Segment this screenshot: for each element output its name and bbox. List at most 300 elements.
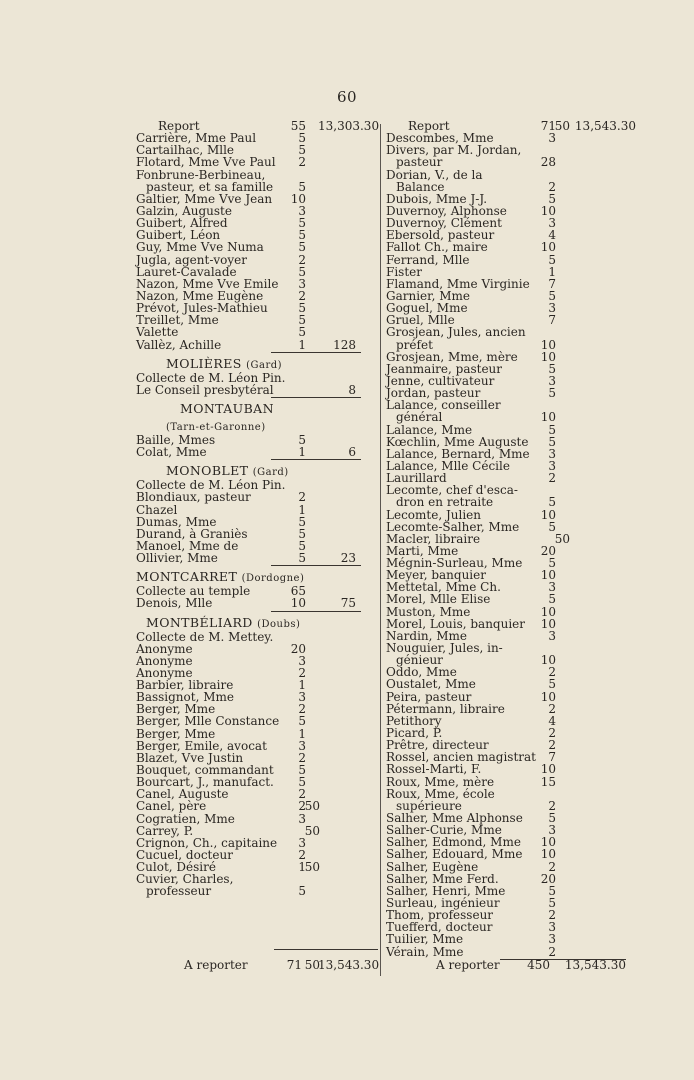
donor-name: Salher, Mme Ferd. — [386, 871, 499, 886]
amount-francs: 7 — [548, 750, 556, 765]
donor-row — [136, 326, 378, 338]
amount-francs: 5 — [298, 240, 306, 255]
donor-name: Lecomte, Julien — [386, 507, 481, 522]
donor-row — [386, 848, 636, 860]
donor-name: Dorian, V., de la — [386, 167, 483, 182]
amount-francs: 10 — [540, 616, 556, 631]
donor-name: Mégnin-Surleau, Mme — [386, 556, 523, 571]
donor-name: dron en retraite — [396, 495, 494, 510]
donor-name: Thom, professeur — [386, 908, 494, 923]
donor-row — [136, 631, 378, 643]
amount-francs: 2 — [298, 848, 306, 863]
amount-francs: 4 — [548, 713, 556, 728]
donor-name: Lecomte-Salher, Mme — [386, 519, 520, 534]
donor-row — [386, 254, 636, 266]
donor-name: Salher, Edmond, Mme — [386, 835, 521, 850]
amount-francs: 3 — [548, 458, 556, 473]
column-divider — [380, 124, 381, 976]
amount-francs: 10 — [540, 349, 556, 364]
donor-name: Lalance, Mlle Cécile — [386, 458, 510, 473]
amount-francs: 5 — [298, 514, 306, 529]
donor-name: Jeanmaire, pasteur — [386, 361, 503, 376]
amount-francs: 7 — [548, 313, 556, 328]
donor-row — [386, 339, 636, 351]
amount-francs: 5 — [548, 592, 556, 607]
donor-name: Roux, Mme, école — [386, 786, 495, 801]
donor-name: Salher, Edouard, Mme — [386, 847, 523, 862]
donor-row — [386, 861, 636, 873]
amount-francs: 3 — [298, 738, 306, 753]
donor-name: Report — [158, 119, 200, 133]
donor-name: supérieure — [396, 798, 462, 813]
amount-francs: 28 — [540, 155, 556, 170]
amount-francs: 3 — [298, 811, 306, 826]
amount-francs: 55 — [290, 119, 306, 133]
donor-name: Carrière, Mme Paul — [136, 131, 257, 146]
amount-francs: 1 — [298, 726, 306, 741]
amount-francs: 5 — [548, 677, 556, 692]
amount-francs: 2 — [548, 859, 556, 874]
donor-row — [136, 885, 378, 897]
amount-francs: 2 — [298, 490, 306, 505]
section-heading-region: (Tarn-et-Garonne) — [166, 421, 266, 433]
donor-name: Muston, Mme — [386, 604, 471, 619]
footer-label-right: A reporter — [436, 958, 500, 972]
donor-name: Gruel, Mlle — [386, 313, 455, 328]
donor-name: professeur — [146, 884, 212, 899]
donor-name: Jordan, pasteur — [386, 386, 481, 401]
donor-name: Vérain, Mme — [386, 944, 464, 959]
donor-name: Oddo, Mme — [386, 665, 457, 680]
amount-francs: 10 — [540, 835, 556, 850]
amount-francs: 5 — [548, 252, 556, 267]
amount-francs: 3 — [548, 373, 556, 388]
amount-francs: 5 — [298, 131, 306, 146]
donor-name: Cogratien, Mme — [136, 811, 235, 826]
donor-name: Ferrand, Mlle — [386, 252, 470, 267]
section-heading-region: (Gard) — [252, 467, 289, 479]
donor-name: Morel, Louis, banquier — [386, 616, 526, 631]
donor-name: Petithory — [386, 713, 442, 728]
amount-francs: 2 — [548, 471, 556, 486]
donor-name: Blazet, Vve Justin — [136, 750, 244, 765]
donor-name: Grosjean, Jules, ancien — [386, 325, 526, 340]
donor-name: Lecomte, chef d'esca- — [386, 483, 518, 498]
amount-centimes: 50 — [554, 119, 570, 133]
section-heading — [136, 355, 378, 372]
donor-name: Ebersold, pasteur — [386, 228, 495, 243]
amount-francs: 10 — [540, 203, 556, 218]
donor-row — [386, 691, 636, 703]
amount-francs: 3 — [548, 932, 556, 947]
amount-francs: 71 — [540, 119, 556, 133]
amount-francs: 3 — [548, 823, 556, 838]
amount-francs: 20 — [290, 641, 306, 656]
donor-row — [386, 496, 636, 508]
donor-name: Anonyme — [136, 641, 193, 656]
section-heading — [136, 462, 378, 479]
donor-row — [136, 241, 378, 253]
amount-francs: 2 — [298, 750, 306, 765]
amount-francs: 10 — [540, 604, 556, 619]
donor-name: Prêtre, directeur — [386, 738, 489, 753]
amount-centimes: 50 — [304, 823, 320, 838]
donor-row — [386, 509, 636, 521]
donor-row — [386, 424, 636, 436]
donor-name: Nardin, Mme — [386, 628, 468, 643]
donor-row — [386, 933, 636, 945]
donor-name: Colat, Mme — [136, 445, 207, 460]
donor-name: Guy, Mme Vve Numa — [136, 240, 264, 255]
amount-centimes: 50 — [304, 860, 320, 875]
donor-name: Fister — [386, 264, 422, 279]
donor-name: Report — [408, 119, 450, 133]
rule-line — [271, 565, 361, 566]
amount-francs: 5 — [298, 325, 306, 340]
donor-name: Rossel, ancien magistrat — [386, 750, 536, 765]
amount-francs: 10 — [290, 596, 306, 611]
amount-francs: 10 — [540, 337, 556, 352]
donor-name: Collecte au temple — [136, 584, 251, 599]
section-heading-region: (Gard) — [246, 359, 283, 371]
donor-row — [136, 597, 378, 609]
donor-name: Nazon, Mme Vve Emile — [136, 276, 279, 291]
section-heading-title: MONOBLET — [166, 463, 249, 479]
donor-row — [136, 446, 378, 458]
donor-row — [386, 266, 636, 278]
donor-row — [136, 169, 378, 181]
amount-francs: 10 — [540, 653, 556, 668]
section-heading-region: (Dordogne) — [241, 573, 305, 585]
amount-francs: 5 — [298, 884, 306, 899]
amount-francs: 5 — [548, 556, 556, 571]
footer-left-total: 13,543.30 — [318, 958, 380, 972]
amount-francs: 2 — [548, 726, 556, 741]
amount-francs: 2 — [548, 701, 556, 716]
footer-left-centimes: 50 — [304, 958, 320, 972]
amount-francs: 5 — [298, 301, 306, 316]
donor-name: Berger, Emile, avocat — [136, 738, 267, 753]
section-total: 6 — [348, 445, 356, 460]
donor-name: Canel, père — [136, 799, 207, 814]
donor-name: Berger, Mme — [136, 726, 216, 741]
donor-row — [136, 813, 378, 825]
amount-francs: 2 — [298, 252, 306, 267]
amount-francs: 5 — [298, 526, 306, 541]
donor-name: Garnier, Mme — [386, 288, 470, 303]
donor-name: Collecte de M. Léon Pin. — [136, 370, 286, 385]
section-total: 8 — [348, 382, 356, 397]
donor-row — [136, 491, 378, 503]
amount-francs: 2 — [548, 908, 556, 923]
donor-row — [386, 593, 636, 605]
donor-name: pasteur — [396, 155, 443, 170]
amount-francs: 3 — [548, 131, 556, 146]
amount-francs: 10 — [540, 847, 556, 862]
donor-row — [386, 678, 636, 690]
amount-francs: 5 — [548, 191, 556, 206]
donor-name: Morel, Mlle Elise — [386, 592, 491, 607]
amount-francs: 2 — [548, 944, 556, 959]
donor-name: préfet — [396, 337, 433, 352]
rule-line — [271, 459, 361, 460]
amount-francs: 5 — [548, 361, 556, 376]
amount-francs: 3 — [548, 628, 556, 643]
amount-francs: 15 — [540, 774, 556, 789]
amount-francs: 2 — [298, 665, 306, 680]
donor-name: Jugla, agent-voyer — [136, 252, 248, 267]
amount-francs: 5 — [548, 288, 556, 303]
amount-francs: 20 — [540, 543, 556, 558]
donor-row — [386, 521, 636, 533]
donor-name: Denois, Mlle — [136, 596, 213, 611]
donor-row — [136, 372, 378, 384]
amount-francs: 5 — [298, 775, 306, 790]
donor-name: Goguel, Mme — [386, 301, 468, 316]
donor-row — [136, 643, 378, 655]
amount-francs: 3 — [548, 920, 556, 935]
donor-name: Cartailhac, Mlle — [136, 143, 235, 158]
donor-name: Anonyme — [136, 653, 193, 668]
amount-francs: 5 — [298, 551, 306, 566]
amount-francs: 5 — [548, 434, 556, 449]
donor-name: général — [396, 410, 443, 425]
amount-francs: 1 — [298, 337, 306, 352]
running-total: 13,303.30 — [318, 119, 380, 133]
amount-francs: 3 — [548, 580, 556, 595]
donor-name: Lalance, Mme — [386, 422, 473, 437]
donor-name: Divers, par M. Jordan, — [386, 143, 522, 158]
donor-name: Duvernoy, Alphonse — [386, 203, 507, 218]
donor-name: Salher, Eugène — [386, 859, 479, 874]
amount-francs: 5 — [298, 763, 306, 778]
donor-name: Cucuel, docteur — [136, 848, 233, 863]
amount-francs: 3 — [298, 835, 306, 850]
amount-francs: 10 — [290, 191, 306, 206]
donor-name: Fallot Ch., maire — [386, 240, 488, 255]
amount-francs: 3 — [548, 301, 556, 316]
donor-name: Le Conseil presbytéral — [136, 382, 274, 397]
section-total: 128 — [333, 337, 356, 352]
donor-row — [386, 776, 636, 788]
donor-name: Marti, Mme — [386, 543, 459, 558]
amount-francs: 10 — [540, 507, 556, 522]
section-heading — [136, 568, 378, 585]
section-heading-title: MONTCARRET — [136, 569, 238, 585]
donor-name: Roux, Mme, mère — [386, 774, 495, 789]
amount-francs: 10 — [540, 240, 556, 255]
donor-name: Salher, Mme Alphonse — [386, 811, 523, 826]
donor-name: Crignon, Ch., capitaine — [136, 835, 278, 850]
donor-name: Prévot, Jules-Mathieu — [136, 301, 268, 316]
section-heading-region: (Doubs) — [257, 618, 301, 630]
donor-row — [386, 326, 636, 338]
donor-name: Blondiaux, pasteur — [136, 490, 251, 505]
amount-francs: 1 — [298, 860, 306, 875]
donor-name: Collecte de M. Mettey. — [136, 629, 274, 644]
donor-row — [136, 800, 378, 812]
donor-name: Cuvier, Charles, — [136, 872, 234, 887]
donor-name: Nouguier, Jules, in- — [386, 641, 503, 656]
donor-name: Anonyme — [136, 665, 193, 680]
amount-francs: 2 — [298, 702, 306, 717]
donor-name: Lalance, Bernard, Mme — [386, 446, 530, 461]
donor-row — [386, 241, 636, 253]
donor-name: Lalance, conseiller — [386, 398, 501, 413]
amount-francs: 3 — [298, 276, 306, 291]
donor-row — [386, 763, 636, 775]
donor-row — [386, 351, 636, 363]
donor-row — [386, 606, 636, 618]
donor-name: Canel, Auguste — [136, 787, 229, 802]
amount-francs: 5 — [298, 228, 306, 243]
donor-row — [136, 715, 378, 727]
donor-row — [136, 254, 378, 266]
donor-row — [136, 728, 378, 740]
amount-francs: 2 — [298, 787, 306, 802]
amount-francs: 2 — [298, 288, 306, 303]
amount-francs: 1 — [298, 445, 306, 460]
donor-name: Pétermann, libraire — [386, 701, 505, 716]
donor-row — [386, 169, 636, 181]
donor-name: Nazon, Mme Eugène — [136, 288, 264, 303]
section-heading — [136, 417, 378, 434]
amount-francs: 5 — [548, 896, 556, 910]
amount-francs: 1 — [548, 264, 556, 279]
donor-name: Descombes, Mme — [386, 131, 494, 146]
amount-francs: 3 — [298, 203, 306, 218]
footer-right-total: 13,543.30 — [564, 958, 626, 972]
donor-name: Guibert, Alfred — [136, 216, 228, 231]
amount-francs: 3 — [548, 216, 556, 231]
donor-name: Baille, Mmes — [136, 432, 216, 447]
donor-name: Manoel, Mme de — [136, 538, 239, 553]
amount-francs: 7 — [548, 276, 556, 291]
donor-name: pasteur, et sa famille — [146, 179, 274, 194]
donor-name: Barbier, libraire — [136, 678, 234, 693]
page-number: 60 — [336, 88, 358, 106]
donor-row — [136, 552, 378, 564]
donor-row — [386, 411, 636, 423]
amount-francs: 5 — [298, 216, 306, 231]
section-total: 23 — [340, 551, 356, 566]
donor-name: Mettetal, Mme Ch. — [386, 580, 501, 595]
donor-name: Rossel-Marti, F. — [386, 762, 482, 777]
amount-francs: 2 — [298, 155, 306, 170]
amount-francs: 5 — [548, 495, 556, 510]
amount-centimes: 50 — [554, 531, 570, 546]
donor-row — [386, 946, 636, 958]
amount-francs: 5 — [548, 811, 556, 826]
right-column — [386, 120, 636, 958]
donor-name: Culot, Désiré — [136, 860, 216, 875]
amount-centimes: 50 — [304, 799, 320, 814]
amount-francs: 5 — [298, 179, 306, 194]
donor-row — [386, 436, 636, 448]
amount-francs: 5 — [548, 883, 556, 898]
donor-name: génieur — [396, 653, 443, 668]
amount-francs: 3 — [548, 446, 556, 461]
amount-francs: 3 — [298, 690, 306, 705]
running-total: 13,543.30 — [574, 119, 636, 133]
amount-francs: 20 — [540, 871, 556, 886]
amount-francs: 5 — [298, 714, 306, 729]
left-column — [136, 120, 378, 898]
rule-line — [271, 352, 361, 353]
donor-name: Ollivier, Mme — [136, 551, 218, 566]
donor-name: Laurillard — [386, 471, 447, 486]
section-heading — [136, 400, 378, 417]
donor-row — [136, 266, 378, 278]
amount-francs: 5 — [298, 432, 306, 447]
donor-name: Bassignot, Mme — [136, 690, 234, 705]
donor-name: Valette — [136, 325, 179, 340]
donor-row — [136, 516, 378, 528]
donor-name: Kœchlin, Mme Auguste — [386, 434, 529, 449]
amount-francs: 5 — [298, 264, 306, 279]
donor-name: Dubois, Mme J-J. — [386, 191, 488, 206]
donor-name: Fonbrune-Berbineau, — [136, 167, 266, 182]
amount-francs: 5 — [298, 313, 306, 328]
donor-name: Chazel — [136, 502, 178, 517]
amount-francs: 5 — [298, 538, 306, 553]
footer-right-francs: 450 — [527, 958, 550, 972]
donor-row — [386, 156, 636, 168]
amount-francs: 10 — [540, 410, 556, 425]
donor-name: Dumas, Mme — [136, 514, 217, 529]
donor-name: Picard, P. — [386, 726, 443, 741]
amount-francs: 10 — [540, 762, 556, 777]
amount-francs: 10 — [540, 689, 556, 704]
donor-name: Flotard, Mme Vve Paul — [136, 155, 276, 170]
section-heading-title: MONTBÉLIARD — [146, 614, 253, 630]
donor-name: Duvernoy, Clément — [386, 216, 502, 231]
donor-name: Oustalet, Mme — [386, 677, 476, 692]
donor-name: Collecte de M. Léon Pin. — [136, 478, 286, 493]
amount-francs: 2 — [548, 798, 556, 813]
donor-name: Grosjean, Mme, mère — [386, 349, 518, 364]
amount-francs: 10 — [540, 568, 556, 583]
donor-name: Lauret-Cavalade — [136, 264, 237, 279]
donor-name: Salher-Curie, Mme — [386, 823, 502, 838]
amount-francs: 3 — [298, 653, 306, 668]
amount-francs: 1 — [298, 678, 306, 693]
donor-name: Carrey, P. — [136, 823, 194, 838]
amount-francs: 2 — [548, 738, 556, 753]
donor-name: Galtier, Mme Vve Jean — [136, 191, 273, 206]
donor-name: Jenne, cultivateur — [386, 373, 495, 388]
rule-line — [271, 397, 361, 398]
donor-name: Salher, Henri, Mme — [386, 883, 506, 898]
donor-name: Tuefferd, docteur — [386, 920, 493, 935]
section-total: 75 — [340, 596, 356, 611]
footer-rule-left — [274, 949, 378, 950]
rule-line — [271, 611, 361, 612]
donor-row — [136, 504, 378, 516]
donor-name: Tuilier, Mme — [386, 932, 464, 947]
amount-francs: 2 — [298, 799, 306, 814]
donor-name: Berger, Mlle Constance — [136, 714, 280, 729]
footer-left-francs: 71 — [286, 958, 302, 972]
donor-name: Guibert, Léon — [136, 228, 221, 243]
amount-francs: 5 — [548, 519, 556, 534]
donor-name: Durand, à Graniès — [136, 526, 248, 541]
donor-name: Bourcart, J., manufact. — [136, 775, 274, 790]
section-heading — [136, 614, 378, 631]
donor-name: Treillet, Mme — [136, 313, 219, 328]
donor-name: Macler, libraire — [386, 531, 481, 546]
donor-name: Berger, Mme — [136, 702, 216, 717]
